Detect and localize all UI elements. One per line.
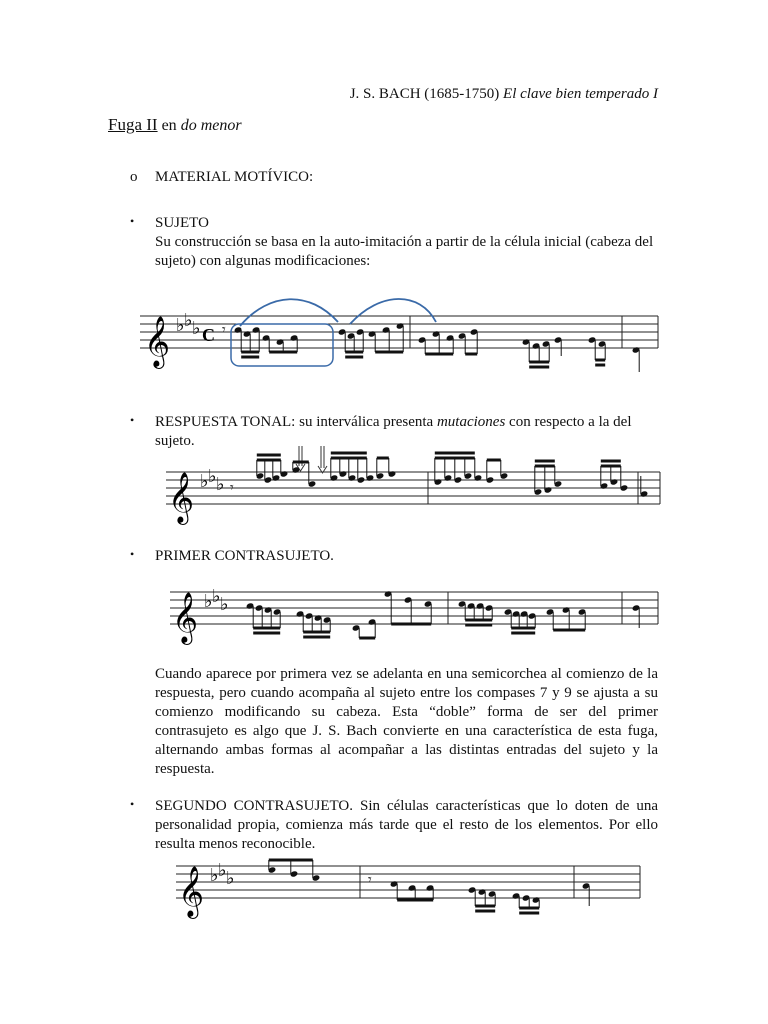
flat-icon: ♭ [176,315,185,335]
work-header [0,86,658,103]
eighth-rest-icon: 𝄾 [368,873,372,888]
bullet-sujeto: • [130,214,135,228]
respuesta-notes [256,453,649,498]
treble-clef-icon: 𝄞 [144,317,171,366]
work-title: El clave bien temperado I [503,86,658,102]
contrasujeto2-notes [268,860,591,913]
flat-icon: ♭ [218,860,227,880]
common-time-icon: C [202,325,215,345]
fugue-number: Fuga II [108,115,158,134]
eighth-rest-icon: 𝄾 [230,481,234,496]
mutation-arrow-icon [318,446,327,473]
staff-contrasujeto1 [170,584,660,654]
fugue-key: do menor [180,117,242,134]
flat-icon: ♭ [216,474,225,494]
bullet-respuesta: • [130,413,135,427]
flat-icon: ♭ [226,868,235,888]
bullet-contrasujeto2: • [130,797,135,811]
sujeto-notes [234,322,641,372]
flat-icon: ♭ [212,586,221,606]
imitation-arc [350,299,436,324]
flat-icon: ♭ [220,594,229,614]
flat-icon: ♭ [204,591,213,611]
flat-icon: ♭ [200,471,209,491]
contrasujeto1-text: Cuando aparece por primera vez se adelanta en una semicorchea al comienzo de la respuesta, pero cuando acompaña al sujeto entre los compases 7 y 9 se ajusta a su comienzo modificando su cabeza. Esta “doble” forma de ser del primer contrasujeto es algo que J. S. Bach convierte en una característica de esta fuga, alternando ambas formas al acompañar a las distintas entradas del sujeto y la respuesta. [155,666,658,777]
sujeto-text: Su construcción se basa en la auto-imitación a partir de la célula inicial (cabeza del sujeto) con algunas modificaciones: [155,234,654,269]
imitation-arc [240,299,338,326]
flat-icon: ♭ [184,310,193,330]
fugue-title [108,115,242,135]
respuesta-label: RESPUESTA TONAL: su interválica presenta [155,414,437,430]
eighth-rest-icon: 𝄾 [222,323,226,338]
composer: J. S. BACH (1685-1750) [349,86,500,102]
bullet-contrasujeto1: • [130,547,135,561]
respuesta-label-end: con respecto a la del sujeto. [155,414,632,449]
section-marker-material: o [130,169,138,185]
treble-clef-icon: 𝄞 [172,593,199,642]
flat-icon: ♭ [208,466,217,486]
staff-respuesta [166,444,662,524]
treble-clef-icon: 𝄞 [178,867,205,916]
sujeto-label: SUJETO [155,215,209,231]
head-cell-box [231,324,333,366]
flat-icon: ♭ [210,865,219,885]
respuesta-emphasis: mutaciones [436,414,506,430]
staff-sujeto [140,296,660,386]
contrasujeto1-notes [246,590,641,638]
treble-clef-icon: 𝄞 [168,473,195,522]
title-connector: en [161,117,177,134]
flat-icon: ♭ [192,318,201,338]
section-sujeto [155,214,658,271]
contrasujeto1-label: PRIMER CONTRASUJETO. [155,548,334,564]
staff-contrasujeto2 [176,858,642,918]
contrasujeto2-text: SEGUNDO CONTRASUJETO. Sin células características que lo doten de una personalidad propia, comienza más tarde que el resto de los elementos. Por ello resulta menos reconocible. [155,798,658,852]
section-material-label: MATERIAL MOTÍVICO: [155,169,314,185]
mutation-arrow-icon [296,446,305,471]
